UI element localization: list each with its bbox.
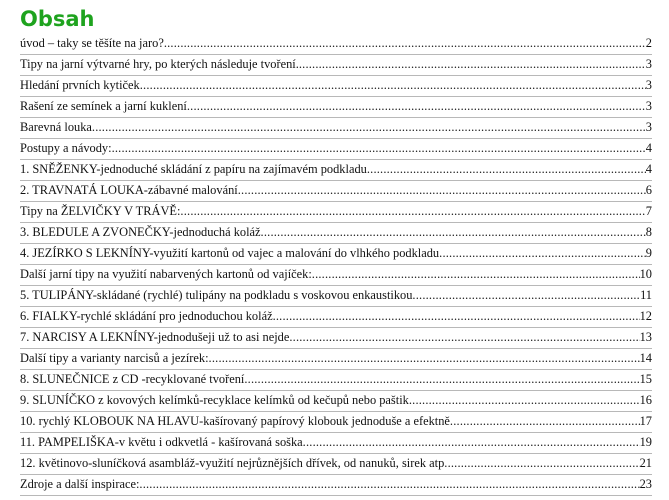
toc-list: [20, 34, 652, 496]
dot-leader: [238, 181, 646, 201]
toc-page-number: 13: [639, 330, 652, 344]
dot-leader: [244, 370, 639, 390]
dot-leader: [367, 160, 646, 180]
toc-entry-title: 4. JEZÍRKO S LEKNÍNY-využití kartonů od vajec a malování do vlhkého podkladu: [20, 246, 440, 260]
dot-leader: [303, 433, 640, 453]
dot-leader: [273, 307, 640, 327]
dot-leader: [164, 34, 646, 54]
toc-entry[interactable]: [20, 328, 652, 349]
toc-page-number: 9: [645, 246, 652, 260]
dot-leader: [299, 55, 646, 75]
toc-entry[interactable]: [20, 118, 652, 139]
toc-page-number: 4: [645, 141, 652, 155]
toc-entry-title: Tipy na ŽELVIČKY V TRÁVĚ:: [20, 204, 181, 218]
dot-leader: [187, 97, 646, 117]
toc-title: Obsah: [20, 7, 95, 31]
dot-leader: [450, 412, 640, 432]
toc-entry-title: Tipy na jarní výtvarné hry, po kterých následuje tvoření.: [20, 57, 299, 71]
toc-entry[interactable]: [20, 55, 652, 76]
toc-page-number: 21: [639, 456, 652, 470]
toc-page-number: 3: [645, 120, 652, 134]
dot-leader: [112, 139, 646, 159]
toc-entry[interactable]: [20, 160, 652, 181]
toc-entry-title: 2. TRAVNATÁ LOUKA-zábavné malování: [20, 183, 238, 197]
toc-entry[interactable]: [20, 76, 652, 97]
toc-entry-title: 3. BLEDULE A ZVONEČKY-jednoduchá koláž: [20, 225, 261, 239]
dot-leader: [180, 202, 645, 222]
toc-page-number: 2: [645, 36, 652, 50]
toc-entry[interactable]: [20, 244, 652, 265]
dot-leader: [92, 118, 646, 138]
toc-entry[interactable]: [20, 412, 652, 433]
toc-page-number: 3: [645, 78, 652, 92]
toc-page-number: 8: [645, 225, 652, 239]
toc-entry[interactable]: [20, 223, 652, 244]
dot-leader: [312, 265, 640, 285]
toc-entry[interactable]: [20, 349, 652, 370]
toc-entry-title: Rašení ze semínek a jarní kuklení: [20, 99, 187, 113]
toc-entry[interactable]: [20, 181, 652, 202]
toc-entry[interactable]: [20, 391, 652, 412]
toc-entry-title: Další tipy a varianty narcisů a jezírek:: [20, 351, 209, 365]
toc-entry[interactable]: [20, 454, 652, 475]
toc-entry-title: Hledání prvních kytiček: [20, 78, 140, 92]
toc-entry-title: 10. rychlý KLOBOUK NA HLAVU-kašírovaný papírový klobouk jednoduše a efektně: [20, 414, 450, 428]
toc-page-number: 3: [645, 57, 652, 71]
dot-leader: [444, 454, 639, 474]
dot-leader: [139, 475, 639, 495]
toc-page-number: 15: [639, 372, 652, 386]
dot-leader: [412, 286, 640, 306]
dot-leader: [140, 76, 646, 96]
toc-page-number: 7: [645, 204, 652, 218]
dot-leader: [261, 223, 646, 243]
toc-entry[interactable]: [20, 370, 652, 391]
toc-entry-title: 12. květinovo-sluníčková asambláž-využití nejrůznějších dřívek, od nanuků, sirek atp: [20, 456, 445, 470]
toc-page-number: 4: [645, 162, 652, 176]
toc-page-number: 16: [639, 393, 652, 407]
toc-entry[interactable]: [20, 34, 652, 55]
toc-entry-title: 7. NARCISY A LEKNÍNY-jednodušeji už to asi nejde: [20, 330, 290, 344]
toc-entry[interactable]: [20, 265, 652, 286]
toc-entry[interactable]: [20, 202, 652, 223]
toc-entry[interactable]: [20, 475, 652, 496]
toc-entry-title: 8. SLUNEČNICE z CD -recyklované tvoření: [20, 372, 245, 386]
toc-entry-title: Barevná louka: [20, 120, 92, 134]
toc-entry-title: 1. SNĚŽENKY-jednoduché skládání z papíru na zajímavém podkladu: [20, 162, 367, 176]
toc-entry-title: 9. SLUNÍČKO z kovových kelímků-recyklace kelímků od kečupů nebo paštik: [20, 393, 409, 407]
toc-page-number: 6: [645, 183, 652, 197]
toc-page-number: 10: [639, 267, 652, 281]
toc-entry[interactable]: [20, 433, 652, 454]
dot-leader: [289, 328, 639, 348]
toc-page-number: 23: [639, 477, 652, 491]
dot-leader: [409, 391, 640, 411]
toc-entry[interactable]: [20, 139, 652, 160]
toc-entry-title: 5. TULIPÁNY-skládané (rychlé) tulipány na podkladu s voskovou enkaustikou: [20, 288, 413, 302]
toc-entry-title: Zdroje a další inspirace:: [20, 477, 140, 491]
toc-page-number: 3: [645, 99, 652, 113]
toc-page-number: 12: [639, 309, 652, 323]
toc-entry[interactable]: [20, 286, 652, 307]
toc-entry-title: Další jarní tipy na využití nabarvených kartonů od vajíček:: [20, 267, 312, 281]
toc-entry[interactable]: [20, 307, 652, 328]
toc-page-number: 14: [639, 351, 652, 365]
toc-page-number: 17: [639, 414, 652, 428]
toc-page-number: 11: [640, 288, 652, 302]
document-page: [20, 0, 652, 496]
toc-entry-title: Postupy a návody:: [20, 141, 112, 155]
toc-entry[interactable]: [20, 97, 652, 118]
dot-leader: [439, 244, 646, 264]
toc-page-number: 19: [639, 435, 652, 449]
toc-entry-title: 11. PAMPELIŠKA-v květu i odkvetlá - kašírovaná soška: [20, 435, 303, 449]
dot-leader: [209, 349, 640, 369]
toc-entry-title: 6. FIALKY-rychlé skládání pro jednoduchou koláž: [20, 309, 273, 323]
toc-entry-title: úvod – taky se těšíte na jaro?: [20, 36, 164, 50]
